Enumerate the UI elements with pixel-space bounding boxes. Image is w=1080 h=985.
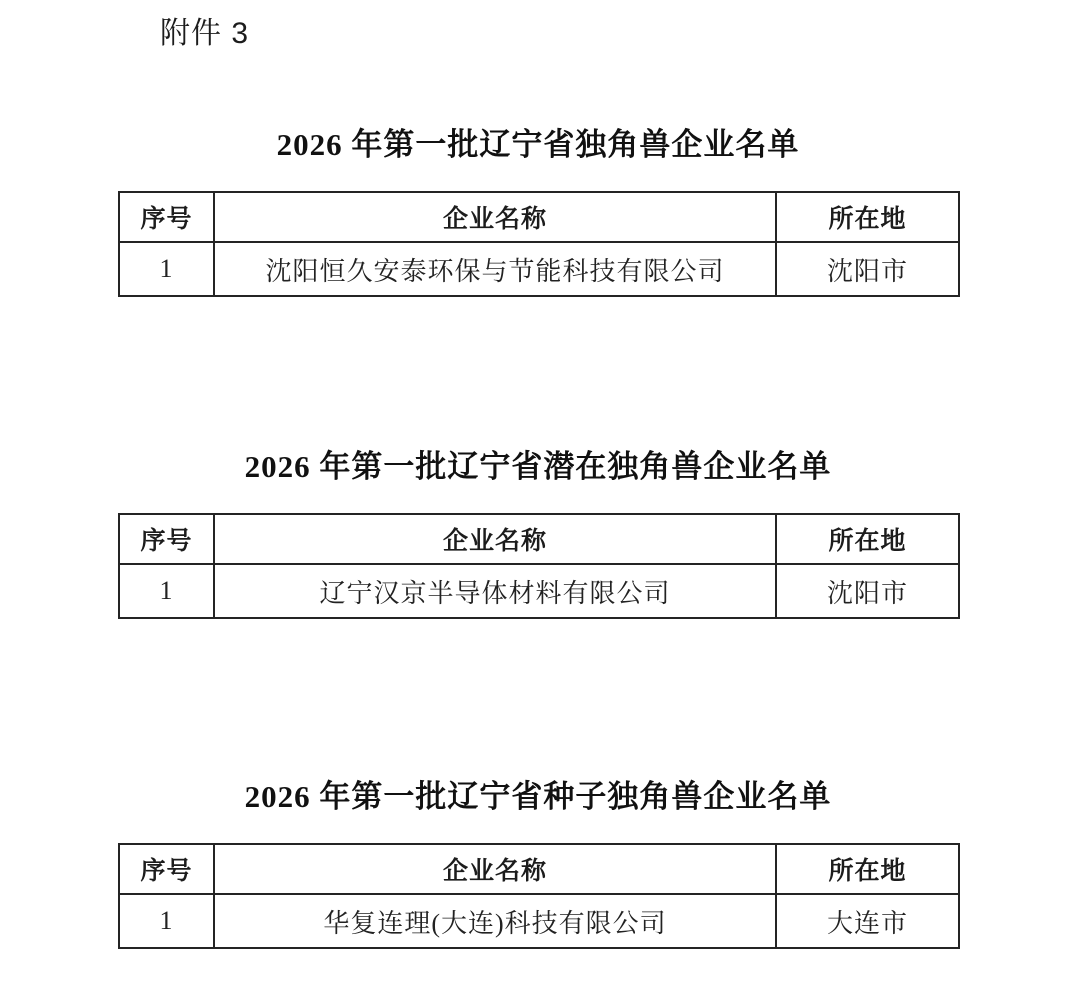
enterprise-table-unicorn: [118, 191, 960, 297]
section-title-seed-unicorn: 2026 年第一批辽宁省种子独角兽企业名单: [244, 779, 832, 814]
section-title-unicorn: 2026 年第一批辽宁省独角兽企业名单: [276, 127, 800, 162]
table-header-row: [119, 192, 959, 242]
cell-serial: 1: [119, 242, 214, 296]
cell-company: 华复连理(大连)科技有限公司: [214, 894, 776, 948]
header-cell-location: 所在地: [776, 844, 959, 894]
header-cell-company: 企业名称: [214, 514, 776, 564]
header-cell-location: 所在地: [776, 514, 959, 564]
cell-company: 沈阳恒久安泰环保与节能科技有限公司: [214, 242, 776, 296]
header-cell-location: 所在地: [776, 192, 959, 242]
header-cell-serial: 序号: [119, 514, 214, 564]
header-cell-serial: 序号: [119, 844, 214, 894]
section-potential-unicorn-list: [118, 450, 958, 619]
cell-serial: 1: [119, 564, 214, 618]
cell-location: 沈阳市: [776, 564, 959, 618]
section-unicorn-list: [118, 128, 958, 297]
enterprise-table-potential-unicorn: [118, 513, 960, 619]
cell-serial: 1: [119, 894, 214, 948]
section-seed-unicorn-list: [118, 780, 958, 949]
cell-location: 沈阳市: [776, 242, 959, 296]
section-title-potential-unicorn: 2026 年第一批辽宁省潜在独角兽企业名单: [244, 449, 832, 484]
table-header-row: [119, 844, 959, 894]
attachment-label: 附件 3: [160, 17, 250, 50]
enterprise-table-seed-unicorn: [118, 843, 960, 949]
header-cell-company: 企业名称: [214, 192, 776, 242]
table-row: [119, 564, 959, 618]
table-row: [119, 894, 959, 948]
table-row: [119, 242, 959, 296]
cell-location: 大连市: [776, 894, 959, 948]
cell-company: 辽宁汉京半导体材料有限公司: [214, 564, 776, 618]
header-cell-company: 企业名称: [214, 844, 776, 894]
header-cell-serial: 序号: [119, 192, 214, 242]
table-header-row: [119, 514, 959, 564]
